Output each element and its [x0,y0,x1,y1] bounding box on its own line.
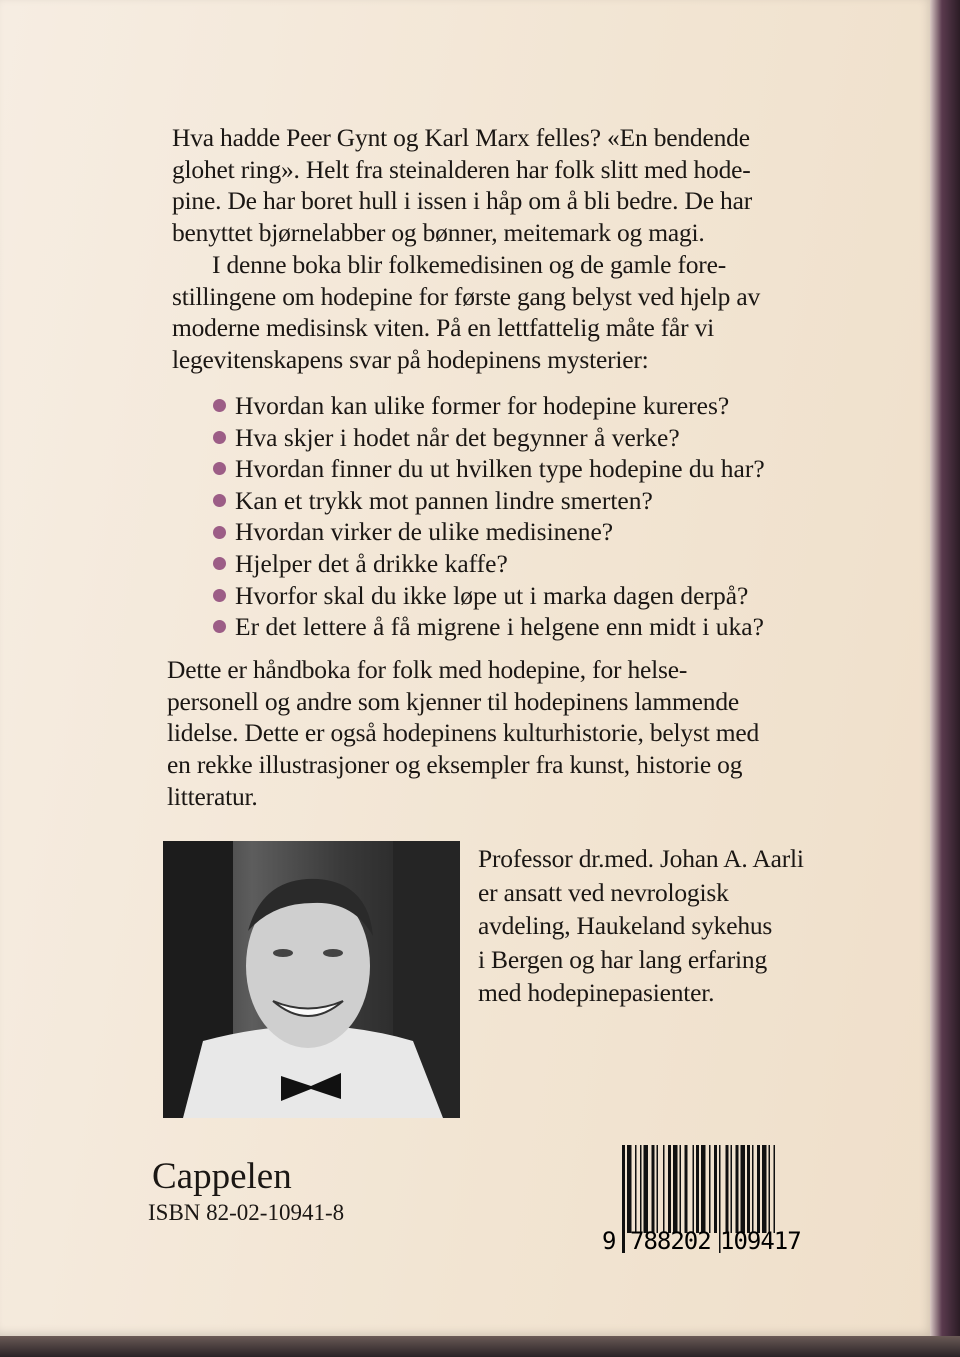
text-line: Professor dr.med. Johan A. Aarli [478,844,804,873]
text-line: benyttet bjørnelabber og bønner, meitemark og magi. [172,218,705,248]
text-line: lidelse. Dette er også hodepinens kulturhistorie, belyst med [167,718,760,748]
bullet-dot-icon [213,431,226,444]
barcode-bar [736,1145,739,1233]
list-item [213,580,765,612]
barcode-bar [635,1145,637,1233]
list-item-text: Hvordan kan ulike former for hodepine kureres? [235,391,730,420]
text-line: legevitenskapens svar på hodepinens mysterier: [172,344,649,374]
text-line: avdeling, Haukeland sykehus [478,911,773,940]
bullet-dot-icon [213,589,226,602]
list-item [213,611,765,643]
list-item-text: Hvorfor skal du ikke løpe ut i marka dagen derpå? [235,580,749,610]
text-line: i Bergen og har lang erfaring [478,944,767,974]
barcode-bar [696,1145,699,1233]
barcode-bar [752,1145,754,1233]
intro-paragraph [172,122,760,376]
text-line: med hodepinepasienter. [478,978,715,1007]
text-line: er ansatt ved nevrologisk [478,877,729,907]
list-item [213,485,765,517]
barcode-bar [622,1145,625,1253]
author-bio [478,842,804,1010]
barcode-digits-right: 109417 [720,1227,801,1255]
list-item [213,548,765,580]
barcode-bar [769,1145,771,1233]
barcode-bar [663,1145,665,1233]
bullet-dot-icon [213,462,226,475]
barcode-bar [668,1145,671,1233]
barcode [600,1145,830,1265]
list-item-text: Hvordan finner du ut hvilken type hodepine du har? [235,454,765,484]
list-item [213,390,765,422]
text-line: glohet ring». Helt fra steinalderen har folk slitt med hode- [172,154,751,184]
list-item-text: Er det lettere å få migrene i helgene enn midt i uka? [235,612,764,642]
bullet-dot-icon [213,526,226,539]
barcode-digit-first: 9 [602,1227,617,1255]
book-spine-edge [930,0,960,1357]
barcode-bar [774,1145,776,1233]
list-item-text: Hvordan virker de ulike medisinene? [235,517,614,547]
barcode-bar [652,1145,655,1233]
table-surface [0,1336,960,1357]
barcode-bar [709,1145,711,1233]
text-line: Dette er håndboka for folk med hodepine, for helse- [167,655,688,684]
barcode-bar [640,1145,642,1233]
text-line: pine. De har boret hull i issen i håp om å bli bedre. De har [172,186,752,216]
barcode-bar [680,1145,682,1233]
text-line: moderne medisinsk viten. På en lettfattelig måte får vi [172,313,715,343]
bullet-dot-icon [213,494,226,507]
publisher-name: Cappelen [152,1156,292,1197]
barcode-bar [747,1145,750,1233]
question-list [213,390,765,643]
barcode-bar [762,1145,767,1233]
list-item-text: Hva skjer i hodet når det begynner å verke? [235,422,680,452]
list-item [213,516,765,548]
text-line: Hva hadde Peer Gynt og Karl Marx felles? «En bendende [172,123,750,152]
barcode-bar [731,1145,733,1233]
text-line: stillingene om hodepine for første gang belyst ved hjelp av [172,281,761,311]
text-line: personell og andre som kjenner til hodepinens lammende [167,686,740,716]
text-line: en rekke illustrasjoner og eksempler fra kunst, historie og [167,750,743,780]
isbn-number: ISBN 82-02-10941-8 [148,1200,345,1225]
barcode-bar [714,1145,717,1233]
text-line: litteratur. [167,781,258,811]
barcode-bar [657,1145,659,1233]
author-photo [163,841,460,1118]
barcode-bar [693,1145,695,1233]
text-line: I denne boka blir folkemedisinen og de gamle fore- [212,249,726,279]
barcode-bar [685,1145,688,1233]
barcode-digits-left: 788202 [630,1227,711,1255]
barcode-bar [644,1145,649,1233]
list-item-text: Hjelper det å drikke kaffe? [235,548,508,578]
list-item-text: Kan et trykk mot pannen lindre smerten? [235,485,653,515]
bullet-dot-icon [213,557,226,570]
bullet-dot-icon [213,620,226,633]
barcode-bar [726,1145,729,1233]
barcode-bar [673,1145,678,1233]
barcode-bar [627,1145,632,1233]
list-item [213,422,765,454]
barcode-bar [701,1145,706,1233]
barcode-bar [741,1145,746,1233]
barcode-bar [757,1145,760,1233]
bullet-dot-icon [213,399,226,412]
list-item [213,453,765,485]
summary-paragraph [167,654,759,813]
